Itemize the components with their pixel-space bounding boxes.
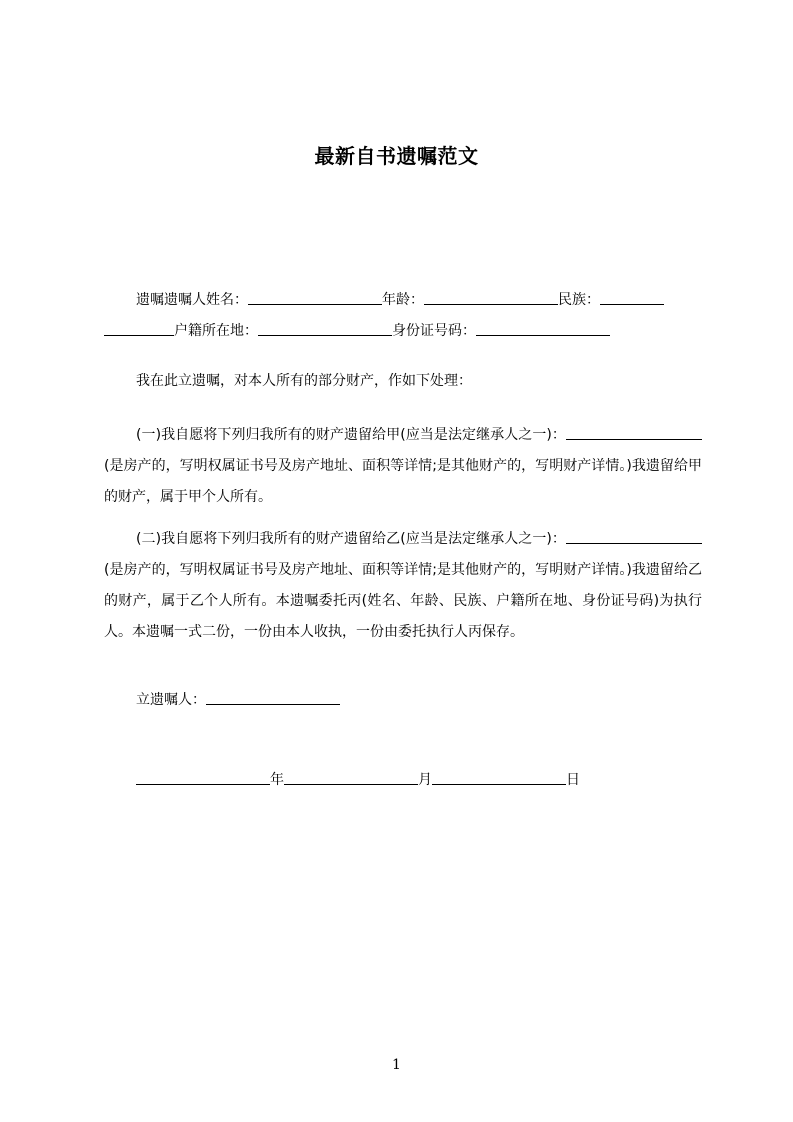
clause-one-rest: (是房产的，写明权属证书号及房产地址、面积等详情;是其他财产的，写明财产详情。)我遗留给甲的财产，属于甲个人所有。 [104, 458, 702, 505]
residence-blank[interactable] [258, 321, 392, 336]
id-blank[interactable] [476, 321, 610, 336]
signature-label: 立遗嘱人： [136, 692, 206, 708]
date-line [136, 765, 580, 796]
clause-two-blank-continued[interactable] [630, 529, 702, 544]
clause-one-blank-continued[interactable] [630, 425, 702, 440]
name-label: 遗嘱遗嘱人姓名： [136, 292, 248, 308]
day-blank[interactable] [432, 770, 566, 785]
page-number: 1 [392, 1057, 401, 1073]
page-title: 最新自书遗嘱范文 [314, 144, 479, 168]
name-blank[interactable] [248, 290, 382, 305]
year-blank[interactable] [136, 770, 270, 785]
signature-line [136, 685, 340, 716]
clause-two-paragraph [104, 524, 702, 648]
day-label: 日 [566, 772, 580, 788]
clause-two-blank[interactable] [566, 529, 630, 544]
intro-paragraph: 我在此立遗嘱，对本人所有的部分财产，作如下处理： [136, 373, 472, 389]
residence-label: 户籍所在地： [174, 323, 258, 339]
ethnicity-blank[interactable] [600, 290, 664, 305]
clause-one-lead: (一)我自愿将下列归我所有的财产遗留给甲(应当是法定继承人之一)： [136, 427, 566, 443]
clause-one-blank[interactable] [566, 425, 630, 440]
clause-two-lead: (二)我自愿将下列归我所有的财产遗留给乙(应当是法定继承人之一)： [136, 531, 566, 547]
identity-paragraph [104, 285, 702, 316]
month-label: 月 [418, 772, 432, 788]
age-blank[interactable] [424, 290, 558, 305]
age-label: 年龄： [382, 292, 424, 308]
identity-line-two [104, 316, 610, 347]
ethnicity-blank-continued[interactable] [104, 321, 174, 336]
clause-one-paragraph [104, 420, 702, 513]
signature-blank[interactable] [206, 690, 340, 705]
clause-two-rest: (是房产的，写明权属证书号及房产地址、面积等详情;是其他财产的，写明财产详情。)我遗留给乙的财产，属于乙个人所有。本遗嘱委托丙(姓名、年龄、民族、户籍所在地、身份证号码)为执行人。本遗嘱一式二份，一份由本人收执，一份由委托执行人丙保存。 [104, 562, 702, 640]
ethnicity-label: 民族： [558, 292, 600, 308]
year-label: 年 [270, 772, 284, 788]
month-blank[interactable] [284, 770, 418, 785]
id-label: 身份证号码： [392, 323, 476, 339]
